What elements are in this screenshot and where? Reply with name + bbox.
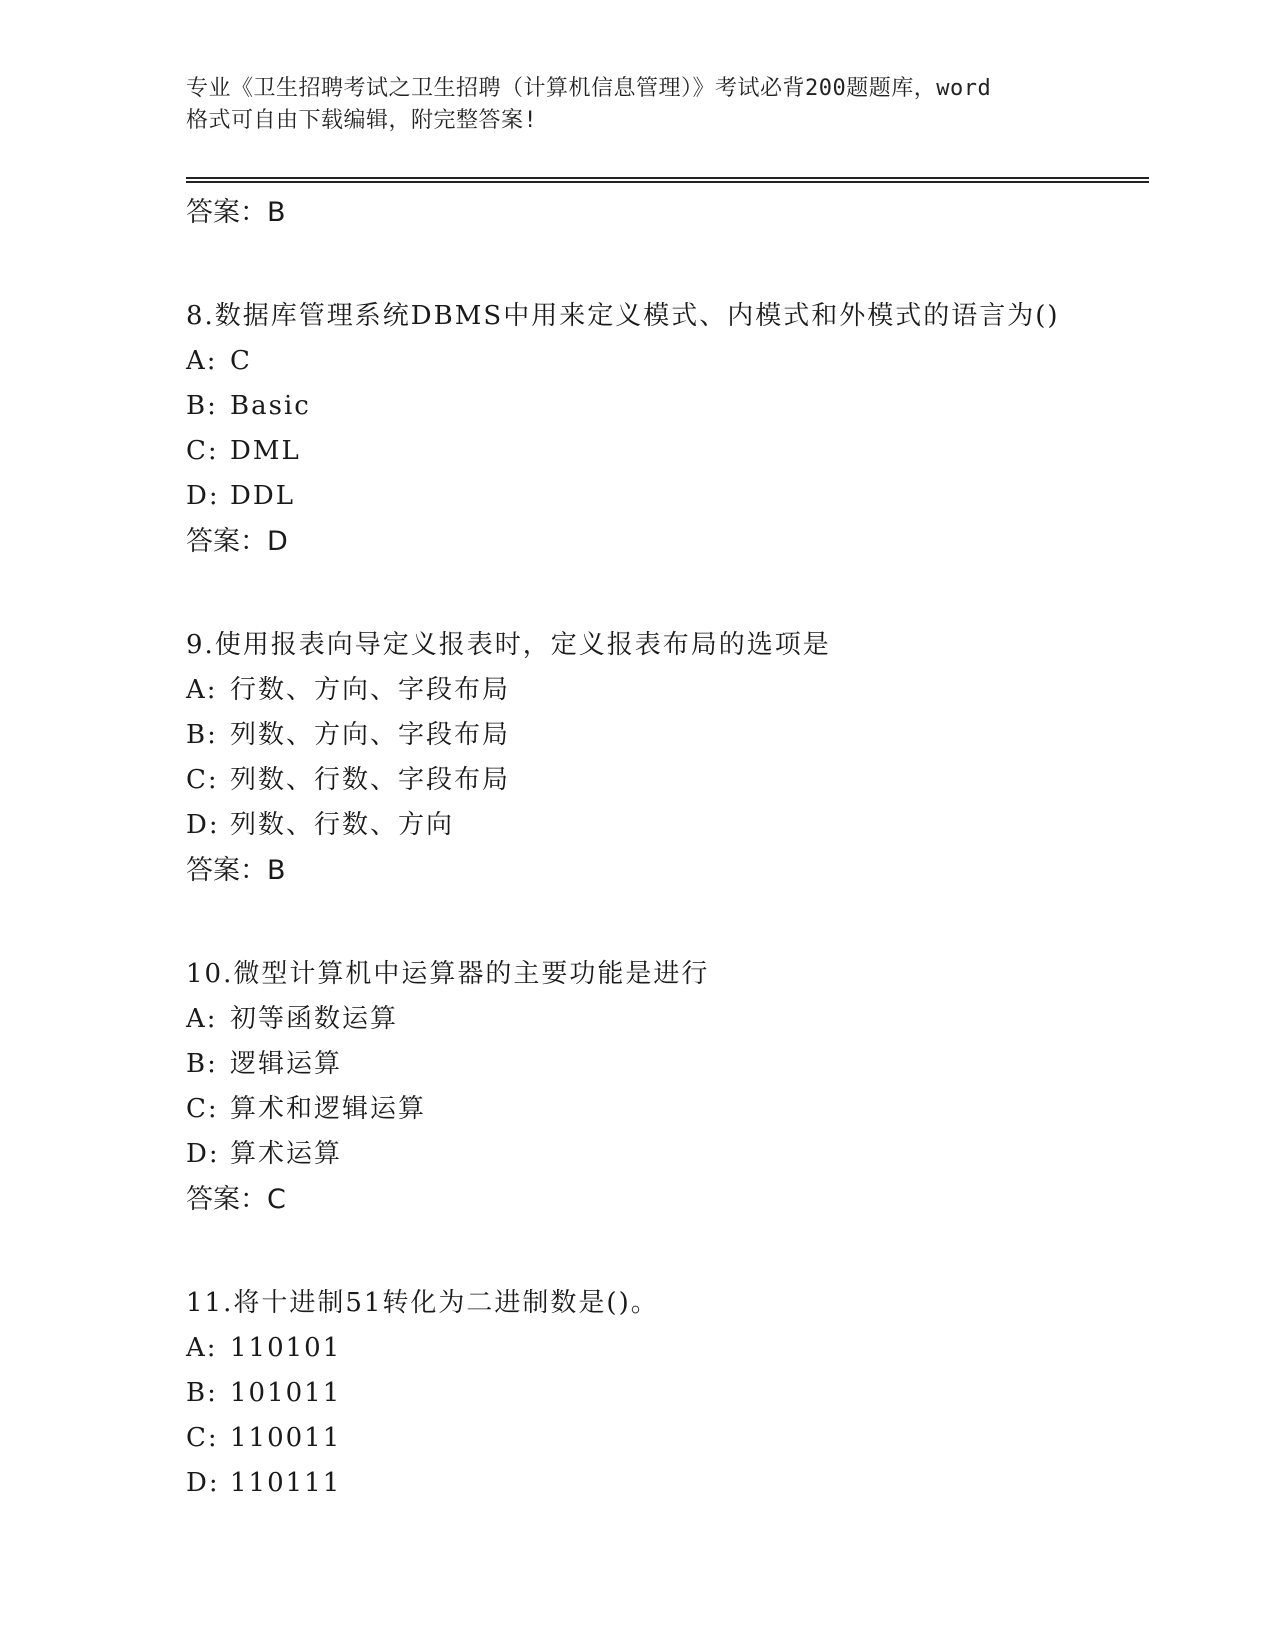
question-9: 9.使用报表向导定义报表时，定义报表布局的选项是 [186, 630, 831, 660]
option-8-c [186, 429, 1136, 474]
option-letter: D: [186, 481, 220, 511]
option-text: 算术运算 [230, 1139, 343, 1169]
answer-8: 答案：D [186, 526, 288, 557]
option-letter: B: [186, 391, 218, 421]
option-text: Basic [230, 391, 311, 421]
option-letter: C: [186, 436, 219, 466]
previous-answer: 答案：B [186, 197, 286, 228]
option-text: C [230, 346, 252, 376]
spacer [186, 235, 1136, 294]
header-line-1: 专业《卫生招聘考试之卫生招聘（计算机信息管理）》考试必背200题题库，word [186, 76, 992, 101]
option-9-c [186, 758, 1136, 803]
header-line-2: 格式可自由下载编辑，附完整答案! [186, 108, 538, 133]
option-letter: A: [186, 675, 218, 705]
question-8: 8.数据库管理系统DBMS中用来定义模式、内模式和外模式的语言为() [186, 301, 1060, 331]
spacer [186, 1222, 1136, 1281]
spacer [186, 893, 1136, 952]
option-11-d [186, 1461, 1136, 1506]
option-8-d [186, 474, 1136, 519]
option-letter: D: [186, 810, 220, 840]
question-10: 10.微型计算机中运算器的主要功能是进行 [186, 959, 710, 989]
header-divider-bottom [186, 181, 1149, 183]
option-letter: A: [186, 346, 218, 376]
option-text: 列数、行数、方向 [230, 810, 455, 840]
option-letter: B: [186, 720, 218, 750]
option-text: 110011 [230, 1423, 342, 1453]
option-10-d [186, 1132, 1136, 1177]
option-text: 列数、行数、字段布局 [230, 765, 511, 795]
option-text: 初等函数运算 [230, 1004, 399, 1034]
option-text: 101011 [230, 1378, 342, 1408]
answer-9: 答案：B [186, 855, 286, 886]
option-10-b [186, 1042, 1136, 1087]
option-letter: B: [186, 1378, 218, 1408]
spacer [186, 564, 1136, 623]
option-text: 行数、方向、字段布局 [230, 675, 511, 705]
option-text: 列数、方向、字段布局 [230, 720, 511, 750]
question-11: 11.将十进制51转化为二进制数是()。 [186, 1288, 659, 1318]
option-letter: D: [186, 1139, 220, 1169]
option-letter: D: [186, 1468, 220, 1498]
option-letter: A: [186, 1333, 218, 1363]
option-text: DDL [230, 481, 295, 511]
option-letter: C: [186, 1094, 219, 1124]
option-10-a [186, 997, 1136, 1042]
option-9-b [186, 713, 1136, 758]
option-text: DML [230, 436, 301, 466]
option-letter: A: [186, 1004, 218, 1034]
header-divider-top [186, 177, 1149, 179]
option-8-b [186, 384, 1136, 429]
option-letter: B: [186, 1049, 218, 1079]
option-8-a [186, 339, 1136, 384]
question-list [186, 190, 1136, 1506]
option-text: 110111 [230, 1468, 342, 1498]
option-text: 110101 [230, 1333, 342, 1363]
option-9-a [186, 668, 1136, 713]
option-11-b [186, 1371, 1136, 1416]
option-letter: C: [186, 1423, 219, 1453]
option-11-c [186, 1416, 1136, 1461]
option-text: 算术和逻辑运算 [230, 1094, 427, 1124]
option-10-c [186, 1087, 1136, 1132]
document-header [186, 73, 1086, 137]
option-9-d [186, 803, 1136, 848]
answer-10: 答案：C [186, 1184, 286, 1215]
option-letter: C: [186, 765, 219, 795]
option-text: 逻辑运算 [230, 1049, 343, 1079]
option-11-a [186, 1326, 1136, 1371]
